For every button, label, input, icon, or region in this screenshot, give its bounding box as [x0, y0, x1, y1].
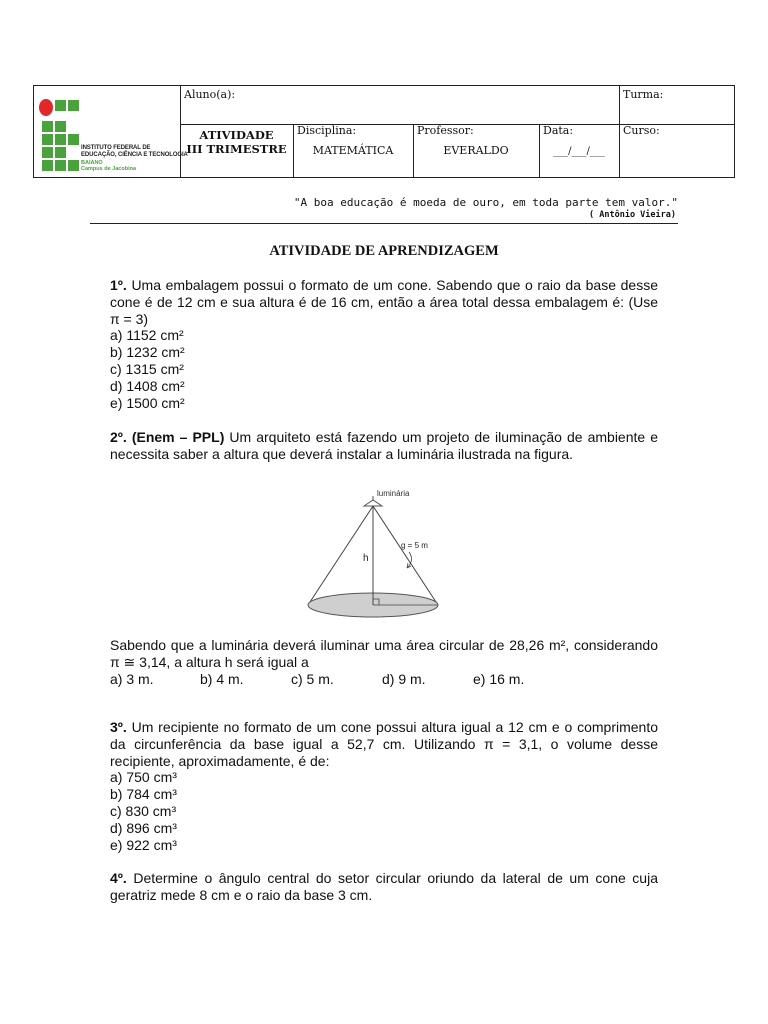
disciplina-label: Disciplina: — [297, 124, 357, 137]
question-3-option-e: e) 922 cm³ — [110, 836, 177, 853]
question-1-option-c: c) 1315 cm² — [110, 360, 184, 377]
professor-label: Professor: — [417, 124, 474, 137]
question-3-number: 3º. — [110, 719, 127, 735]
question-1-text: Uma embalagem possui o formato de um cone. Sabendo que o raio da base desse cone é de 12 cm e sua altura é de 16 cm, então a área total dessa embalagem é: (Use π = 3) — [110, 277, 658, 327]
slant-label: g = 5 m — [401, 541, 428, 550]
question-1-option-b: b) 1232 cm² — [110, 344, 185, 361]
atividade-label — [180, 128, 293, 156]
question-3-option-b: b) 784 cm³ — [110, 786, 177, 803]
question-3-option-d: d) 896 cm³ — [110, 819, 177, 836]
question-3 — [110, 719, 658, 853]
header-table — [33, 85, 735, 178]
question-1 — [110, 277, 658, 411]
question-2-number: 2º. (Enem – PPL) — [110, 429, 225, 445]
data-value: ___/___/___ — [553, 146, 605, 157]
institution-logo — [37, 96, 188, 176]
logo-text-line3: BAIANO — [81, 160, 103, 166]
question-1-option-a: a) 1152 cm² — [110, 327, 184, 344]
logo-text-line2: EDUCAÇÃO, CIÊNCIA E TECNOLOGIA — [81, 152, 188, 158]
professor-value: EVERALDO — [443, 144, 509, 157]
question-2-text2: Sabendo que a luminária deverá iluminar uma área circular de 28,26 m², considerando π ≅ 3,14, a altura h será igual a — [110, 637, 658, 670]
question-4 — [110, 870, 658, 904]
data-label: Data: — [543, 124, 574, 137]
turma-label: Turma: — [623, 88, 664, 101]
question-2-option-d: d) 9 m. — [382, 670, 426, 687]
divider — [90, 223, 678, 224]
atividade-line2: III TRIMESTRE — [186, 142, 287, 156]
epigraph-author: ( Antônio Vieira) — [589, 210, 676, 220]
epigraph-quote: "A boa educação é moeda de ouro, em toda parte tem valor." — [293, 196, 678, 209]
question-2-options — [110, 671, 658, 688]
question-3-text: Um recipiente no formato de um cone possui altura igual a 12 cm e o comprimento da circunferência da base igual a 52,7 cm. Utilizando π = 3,1, o volume desse recipiente, aproximadamente, é de: — [110, 719, 658, 769]
lamp-label: luminária — [377, 489, 410, 498]
question-2-option-b: b) 4 m. — [200, 670, 244, 687]
cone-lamp-figure — [305, 488, 445, 622]
question-4-text: Determine o ângulo central do setor circular oriundo da lateral de um cone cuja geratriz mede 8 cm e o raio da base 3 cm. — [110, 870, 658, 903]
logo-text-line1: INSTITUTO FEDERAL DE — [81, 145, 151, 151]
question-2-option-e: e) 16 m. — [473, 670, 525, 687]
logo-text-line4: Campus de Jacobina — [81, 166, 137, 172]
question-4-number: 4º. — [110, 870, 127, 886]
question-1-option-d: d) 1408 cm² — [110, 377, 185, 394]
question-2 — [110, 429, 658, 463]
question-2-option-c: c) 5 m. — [291, 670, 334, 687]
question-3-option-a: a) 750 cm³ — [110, 769, 177, 786]
atividade-line1: ATIVIDADE — [199, 128, 274, 142]
curso-label: Curso: — [623, 124, 660, 137]
page-title: ATIVIDADE DE APRENDIZAGEM — [269, 243, 499, 259]
aluno-label: Aluno(a): — [184, 88, 236, 101]
question-2-continuation — [110, 637, 658, 687]
height-label: h — [363, 553, 369, 564]
question-2-text: Um arquiteto está fazendo um projeto de iluminação de ambiente e necessita saber a altura que deverá instalar a luminária ilustrada na figura. — [110, 429, 658, 462]
question-1-number: 1º. — [110, 277, 127, 293]
question-2-option-a: a) 3 m. — [110, 670, 154, 687]
disciplina-value: MATEMÁTICA — [312, 144, 394, 157]
question-3-option-c: c) 830 cm³ — [110, 802, 177, 819]
question-1-option-e: e) 1500 cm² — [110, 394, 185, 411]
